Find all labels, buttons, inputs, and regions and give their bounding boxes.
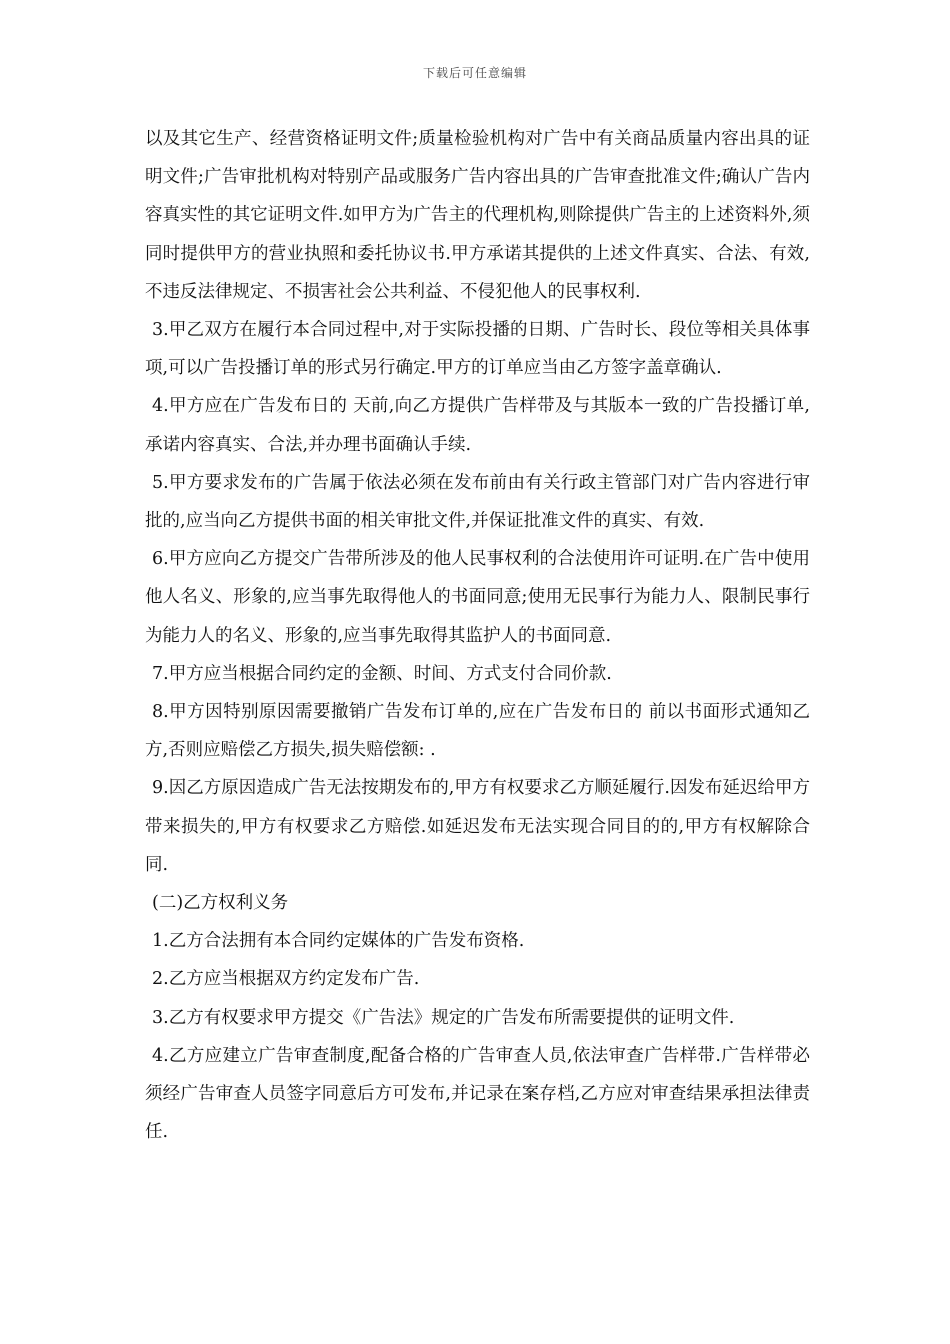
clause-3: 3.甲乙双方在履行本合同过程中,对于实际投播的日期、广告时长、段位等相关具体事项,可以广告投播订单的形式另行确定.甲方的订单应当由乙方签字盖章确认. — [145, 320, 810, 379]
clause-9: 9.因乙方原因造成广告无法按期发布的,甲方有权要求乙方顺延履行.因发布延迟给甲方带来损失的,甲方有权要求乙方赔偿.如延迟发布无法实现合同目的的,甲方有权解除合同. — [145, 778, 810, 875]
party-b-clause-4: 4.乙方应建立广告审查制度,配备合格的广告审查人员,依法审查广告样带.广告样带必须经广告审查人员签字同意后方可发布,并记录在案存档,乙方应对审查结果承担法律责任. — [145, 1045, 810, 1143]
document-body — [145, 120, 810, 1151]
section-heading-party-b: (二)乙方权利义务 — [152, 893, 289, 914]
party-b-clause-1: 1.乙方合法拥有本合同约定媒体的广告发布资格. — [152, 931, 525, 952]
clause-5: 5.甲方要求发布的广告属于依法必须在发布前由有关行政主管部门对广告内容进行审批的,应当向乙方提供书面的相关审批文件,并保证批准文件的真实、有效. — [145, 472, 810, 532]
clause-6: 6.甲方应向乙方提交广告带所涉及的他人民事权利的合法使用许可证明.在广告中使用他人名义、形象的,应当事先取得他人的书面同意;使用无民事行为能力人、限制民事行为能力人的名义、形象的,应当事先取得其监护人的书面同意. — [145, 549, 810, 646]
clause-4: 4.甲方应在广告发布日的 天前,向乙方提供广告样带及与其版本一致的广告投播订单,承诺内容真实、合法,并办理书面确认手续. — [145, 396, 810, 455]
party-b-clause-2: 2.乙方应当根据双方约定发布广告. — [152, 969, 420, 990]
clause-8: 8.甲方因特别原因需要撤销广告发布订单的,应在广告发布日的 前以书面形式通知乙方,否则应赔偿乙方损失,损失赔偿额: . — [145, 702, 810, 761]
paragraph-continuation: 以及其它生产、经营资格证明文件;质量检验机构对广告中有关商品质量内容出具的证明文件;广告审批机构对特别产品或服务广告内容出具的广告审查批准文件;确认广告内容真实性的其它证明文件.如甲方为广告主的代理机构,则除提供广告主的上述资料外,须同时提供甲方的营业执照和委托协议书.甲方承诺其提供的上述文件真实、合法、有效,不违反法律规定、不损害社会公共利益、不侵犯他人的民事权利. — [145, 129, 810, 302]
page-header: 下载后可任意编辑 — [422, 66, 527, 80]
clause-7: 7.甲方应当根据合同约定的金额、时间、方式支付合同价款. — [152, 663, 612, 684]
party-b-clause-3: 3.乙方有权要求甲方提交《广告法》规定的广告发布所需要提供的证明文件. — [152, 1007, 735, 1028]
